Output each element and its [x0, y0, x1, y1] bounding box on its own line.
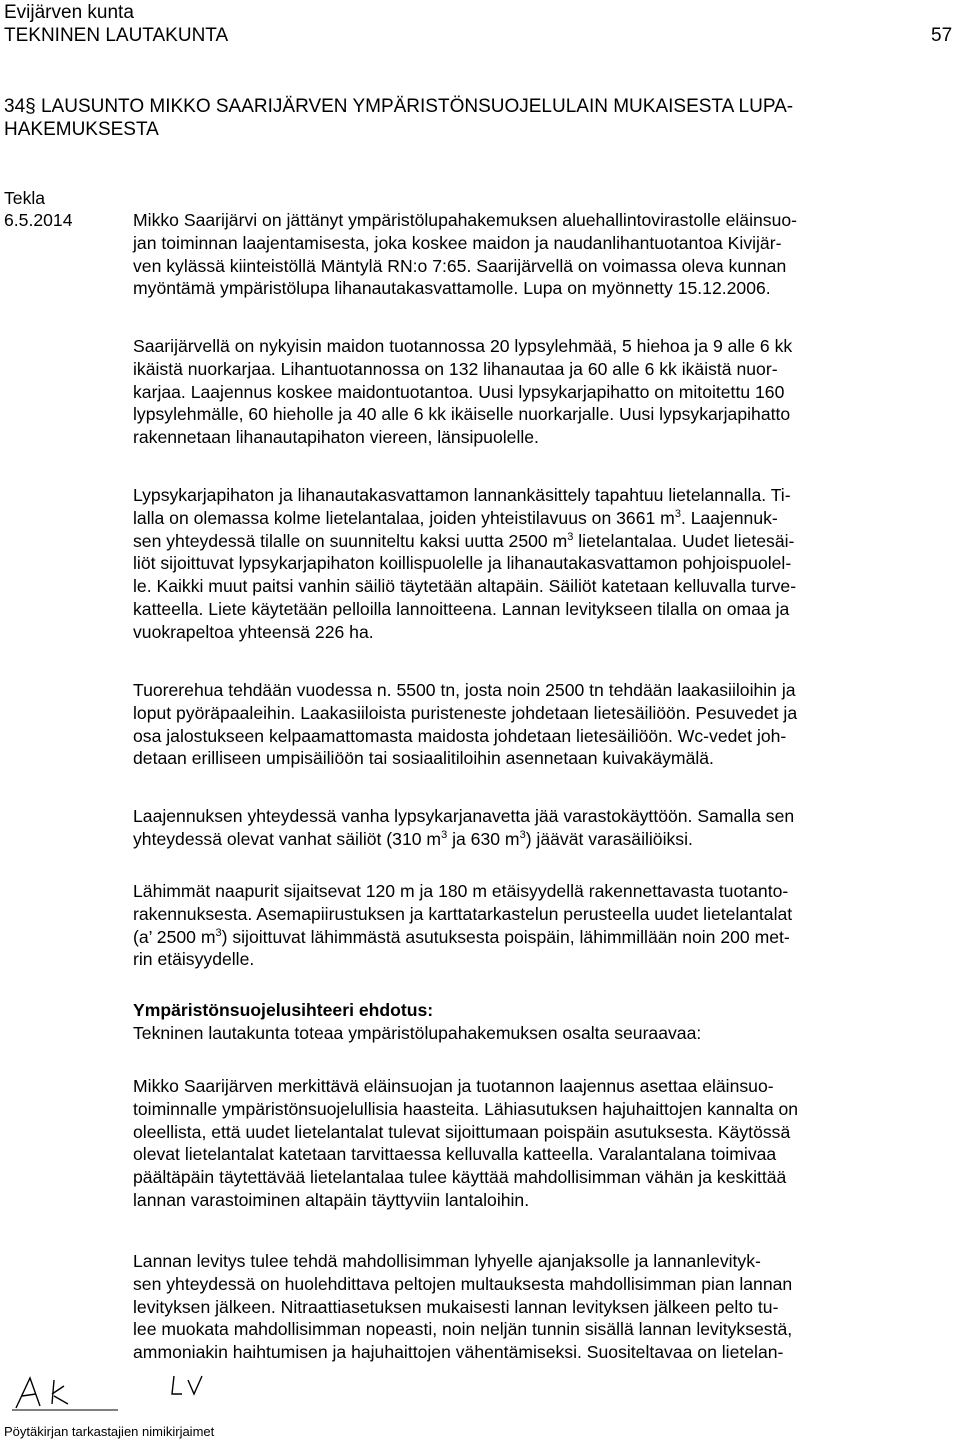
paragraph-spreading: Lannan levitys tulee tehdä mahdollisimman lyhyelle ajanjaksolle ja lannanlevityk- sen yhteydessä on huolehdittava peltojen multauksesta mahdollisimman pian lannan levityksen jälkeen. Nitraattiasetuksen mukaisesti lannan levityksen jälkeen pelto tu- lee muokata mahdollisimman nopeasti, noin neljän tunnin sisällä lannan levityksestä, ammoniakin haihtumisen ja hajuhaittojen vähentämiseksi. Suositeltavaa on lietelan- — [133, 1251, 793, 1363]
paragraph-neighbours: Lähimmät naapurit sijaitsevat 120 m ja 180 m etäisyydellä rakennettavasta tuotanto- rakennuksesta. Asemapiirustuksen ja karttatarkastelun perusteella uudet lietelantalat (a’ 2500 $m^3$) sijoittuvat lähimmästä asutuksesta poispäin, lähimmillään noin 200 met- rin etäisyydelle. — [133, 881, 793, 970]
proposal-heading: Ympäristönsuojelusihteeri ehdotus: — [133, 1000, 434, 1020]
paragraph-application: Mikko Saarijärvi on jättänyt ympäristölupahakemuksen aluehallintovirastolle eläinsuo- jan toiminnan laajentamisesta, joka koskee maidon ja naudanlihantuotantoa Kivijär- ven kylässä kiinteistöllä Mäntylä RN:o 7:65. Saarijärvellä on voimassa oleva kunnan myöntämä ympäristölupa lihanautakasvattamolle. Lupa on myönnetty 15.12.2006. — [133, 210, 798, 299]
date: 6.5.2014 — [4, 210, 73, 230]
paragraph-silage: Tuorerehua tehdään vuodessa n. 5500 tn, josta noin 2500 tn tehdään laakasiiloihin ja loput pyöräpaaleihin. Laakasiiloista puristeneste johdetaan lietesäiliöön. Pesuvedet ja osa jalostukseen kelpaamattomasta maidosta johdetaan lietesäiliöön. Wc-vedet joh- detaan erilliseen umpisäiliöön tai sosiaalitiloihin asennetaan kuivakäymälä. — [133, 680, 798, 769]
paragraph-manure-handling: Lypsykarjapihaton ja lihanautakasvattamon lannankäsittely tapahtuu lietelannalla. Ti- lalla on olemassa kolme lietelantalaa, joiden yhteistilavuus on 3661 $m^3$. Laajennuk- sen yhteydessä tilalle on suunniteltu kaksi uutta 2500 $m^3$ lietelantalaa. Uudet lietesäi- liöt sijoittuvat lypsykarjapihaton koillispuolelle ja lihanautakasvattamon pohjoispuolel- le. Kaikki muut paitsi vanhin säiliö täytetään altapäin. Säiliöt katetaan kelluvalla turve- katteella. Liete käytetään pelloilla lannoitteena. Lannan levitykseen tilalla on omaa ja vuokrapeltoa yhteensä 226 ha. — [133, 485, 797, 642]
signature-initials-1 — [10, 1372, 120, 1412]
proposal-block — [133, 999, 945, 1045]
proposal-intro: Tekninen lautakunta toteaa ympäristölupahakemuksen osalta seuraavaa: — [133, 1022, 702, 1043]
section-title-line-1: 34§ LAUSUNTO MIKKO SAARIJÄRVEN YMPÄRISTÖNSUOJELULAIN MUKAISESTA LUPA- — [4, 96, 794, 117]
committee-name: TEKNINEN LAUTAKUNTA — [4, 25, 229, 46]
section-title-line-2: HAKEMUKSESTA — [4, 119, 159, 140]
author: Tekla — [4, 188, 46, 208]
page-number: 57 — [931, 25, 953, 46]
footer-caption: Pöytäkirjan tarkastajien nimikirjaimet — [4, 1424, 215, 1439]
organization-name: Evijärven kunta — [4, 2, 134, 23]
signature-initials-2 — [168, 1372, 218, 1402]
paragraph-old-barn: Laajennuksen yhteydessä vanha lypsykarjanavetta jää varastokäyttöön. Samalla sen yhteydessä olevat vanhat säiliöt (310 $m^3$ ja 630 $m^3$) jäävät varasäiliöiksi. — [133, 806, 795, 849]
paragraph-assessment: Mikko Saarijärven merkittävä eläinsuojan ja tuotannon laajennus asettaa eläinsuo- toiminnalle ympäristönsuojelullisia haasteita. Lähiasutuksen hajuhaittojen kannalta on oleellista, että uudet lietelantalat tulevat sijoittumaan poispäin asutuksesta. Käytössä olevat lietelantalat katetaan tarvittaessa kelluvalla katteella. Varalantalana toimivaa päältäpäin täytettävää lietelantalaa tulee käyttää mahdollisimman vähän ja keskittää lannan varastoiminen altapäin täyttyviin lantaloihin. — [133, 1076, 799, 1210]
paragraph-current-production: Saarijärvellä on nykyisin maidon tuotannossa 20 lypsylehmää, 5 hiehoa ja 9 alle 6 kk ikäistä nuorkarjaa. Lihantuotannossa on 132 lihanautaa ja 60 alle 6 kk ikäistä nuor- karjaa. Laajennus koskee maidontuotantoa. Uusi lypsykarjapihatto on mitoitettu 160 lypsylehmälle, 60 hieholle ja 40 alle 6 kk ikäiselle nuorkarjalle. Uusi lypsykarjapihatto rakennetaan lihanautapihaton viereen, länsipuolelle. — [133, 336, 793, 448]
